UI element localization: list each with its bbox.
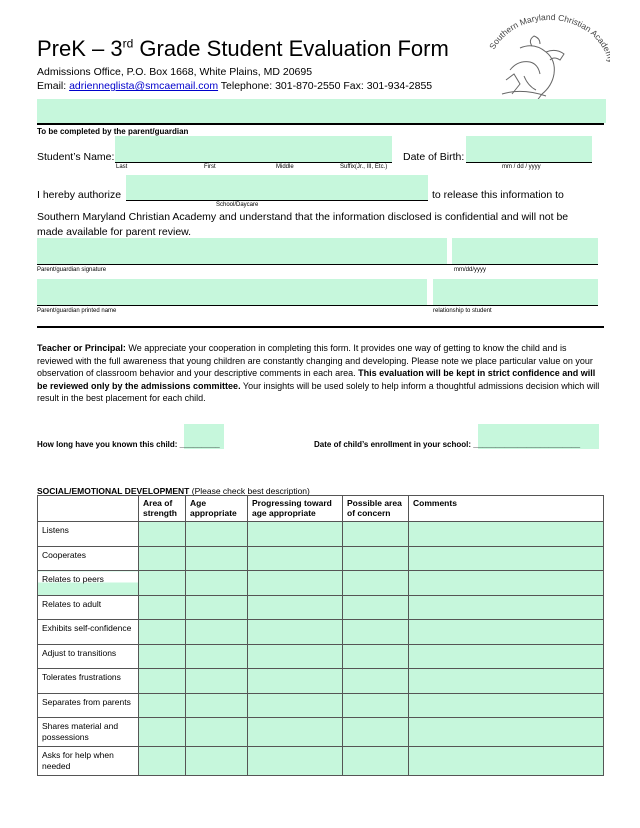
comments-field[interactable] [409,595,604,620]
logo-text: Southern Maryland Christian Acad [487,11,610,52]
progressing-checkbox[interactable] [248,522,343,547]
comments-field[interactable] [409,669,604,694]
comments-field[interactable] [409,747,604,776]
row-label: Relates to peers [38,571,139,596]
table-row [38,620,604,645]
strength-checkbox[interactable] [139,571,186,596]
teacher-intro: We appreciate your cooperation in completing this form. It provides one way of getting to know the child and is reviewed with the full awareness that young children are constantly changing and developing. Please note we place particular value on your observation of classroom behavior and your descriptive comments in each area. [37,343,593,378]
concern-checkbox[interactable] [343,693,409,718]
address-line: Admissions Office, P.O. Box 1668, White Plains, MD 20695 [37,66,313,78]
social-emotional-title: SOCIAL/EMOTIONAL DEVELOPMENT [37,486,190,496]
progressing-checkbox[interactable] [248,669,343,694]
name-part-middle: Middle [276,164,294,170]
table-row [38,546,604,571]
comments-field[interactable] [409,693,604,718]
parent-section-divider [37,326,604,328]
teacher-instructions [37,342,602,405]
strength-checkbox[interactable] [139,644,186,669]
contact-line [37,80,432,92]
concern-checkbox[interactable] [343,522,409,547]
concern-checkbox[interactable] [343,546,409,571]
comments-field[interactable] [409,571,604,596]
column-header-concern: Possible area of concern [343,496,409,522]
school-daycare-line [126,200,428,201]
title-main: PreK – 3 [37,36,123,61]
age-appropriate-checkbox[interactable] [186,595,248,620]
age-appropriate-checkbox[interactable] [186,669,248,694]
column-header-skill [38,496,139,522]
age-appropriate-checkbox[interactable] [186,693,248,718]
strength-checkbox[interactable] [139,718,186,747]
strength-checkbox[interactable] [139,620,186,645]
signature-line [37,264,598,265]
dob-input[interactable] [466,136,592,162]
student-name-input[interactable] [115,136,392,162]
comments-field[interactable] [409,718,604,747]
parent-signature-input[interactable] [37,238,447,264]
progressing-checkbox[interactable] [248,644,343,669]
table-row [38,693,604,718]
printed-name-hint: Parent/guardian printed name [37,308,117,314]
signature-date-hint: mm/dd/yyyy [454,267,487,273]
comments-field[interactable] [409,644,604,669]
signature-date-input[interactable] [452,238,598,264]
table-row [38,595,604,620]
concern-checkbox[interactable] [343,669,409,694]
name-part-suffix: Suffix(Jr., III, Etc.) [340,164,388,170]
table-row [38,522,604,547]
email-label: Email: [37,80,70,92]
row-label: Tolerates frustrations [38,669,139,694]
row-label: Relates to adult [38,595,139,620]
school-daycare-input[interactable] [126,175,428,200]
row-label: Shares material and possessions [38,718,139,747]
table-row [38,718,604,747]
progressing-checkbox[interactable] [248,546,343,571]
age-appropriate-checkbox[interactable] [186,571,248,596]
consent-text: Southern Maryland Christian Academy and understand that the information disclosed is confidential and will not be made available for parent review. [37,211,569,238]
progressing-checkbox[interactable] [248,747,343,776]
table-row [38,571,604,596]
table-row [38,644,604,669]
dob-label: Date of Birth: [403,151,465,163]
row-label: Exhibits self-confidence [38,620,139,645]
svg-text:Southern Maryland Christian Ac [487,12,610,64]
school-daycare-hint: School/Daycare [216,202,259,208]
header-divider [37,123,604,125]
dob-hint: mm / dd / yyyy [502,164,541,170]
strength-checkbox[interactable] [139,693,186,718]
progressing-checkbox[interactable] [248,718,343,747]
progressing-checkbox[interactable] [248,595,343,620]
age-appropriate-checkbox[interactable] [186,644,248,669]
authorize-label: I hereby authorize [37,189,122,201]
column-header-strength: Area of strength [139,496,186,522]
row-label: Asks for help when needed [38,747,139,776]
title-rest: Grade Student Evaluation Form [133,36,449,61]
student-name-label: Student’s Name: [37,151,115,163]
concern-checkbox[interactable] [343,571,409,596]
dob-line [466,162,592,163]
strength-checkbox[interactable] [139,747,186,776]
strength-checkbox[interactable] [139,546,186,571]
horse-logo-icon [502,36,564,102]
relationship-input[interactable] [433,279,598,305]
progressing-checkbox[interactable] [248,571,343,596]
known-duration-label: How long have you known this child: _________ [37,440,220,449]
header-fill-field[interactable] [37,99,606,123]
column-header-comments: Comments [409,496,604,522]
table-row [38,669,604,694]
page-title [37,36,449,62]
teacher-label: Teacher or Principal: [37,343,126,353]
table-header-row [38,496,604,522]
table-row [38,747,604,776]
concern-checkbox[interactable] [343,718,409,747]
strength-checkbox[interactable] [139,522,186,547]
row-label: Separates from parents [38,693,139,718]
age-appropriate-checkbox[interactable] [186,718,248,747]
printed-name-line [37,305,598,306]
column-header-progressing: Progressing toward age appropriate [248,496,343,522]
row-label: Adjust to transitions [38,644,139,669]
age-appropriate-checkbox[interactable] [186,620,248,645]
social-emotional-table [37,495,604,776]
parent-section-heading: To be completed by the parent/guardian [37,127,189,136]
school-logo [480,10,610,106]
release-label: to release this information to [432,189,564,201]
progressing-checkbox[interactable] [248,620,343,645]
signature-hint: Parent/guardian signature [37,267,107,273]
strength-checkbox[interactable] [139,595,186,620]
relationship-hint: relationship to student [433,308,492,314]
age-appropriate-checkbox[interactable] [186,747,248,776]
printed-name-input[interactable] [37,279,427,305]
concern-checkbox[interactable] [343,595,409,620]
student-name-line [115,162,392,163]
concern-checkbox[interactable] [343,747,409,776]
name-part-first: First [204,164,216,170]
enrollment-date-label: Date of child’s enrollment in your school: ________________________ [314,440,581,449]
teacher-intro-end: Your insights will be used solely to help inform a thoughtful admissions decision which will result in the best placement for each child. [37,380,600,403]
row-label: Listens [38,522,139,547]
concern-checkbox[interactable] [343,620,409,645]
strength-checkbox[interactable] [139,669,186,694]
confidentiality-note: This evaluation will be kept in strict confidence and will be reviewed only by the admissions committee. [37,368,596,391]
social-emotional-subtitle: (Please check best description) [189,486,310,496]
age-appropriate-checkbox[interactable] [186,522,248,547]
row-label: Cooperates [38,546,139,571]
phone-fax: Telephone: 301-870-2550 Fax: 301-934-2855 [218,80,433,92]
name-part-last: Last [116,164,128,170]
title-superscript: rd [122,36,134,51]
concern-checkbox[interactable] [343,644,409,669]
progressing-checkbox[interactable] [248,693,343,718]
age-appropriate-checkbox[interactable] [186,546,248,571]
column-header-age-appropriate: Age appropriate [186,496,248,522]
comments-field[interactable] [409,620,604,645]
comments-field[interactable] [409,546,604,571]
comments-field[interactable] [409,522,604,547]
email-link[interactable]: adrienneglista@smcaemail.com [69,80,219,92]
